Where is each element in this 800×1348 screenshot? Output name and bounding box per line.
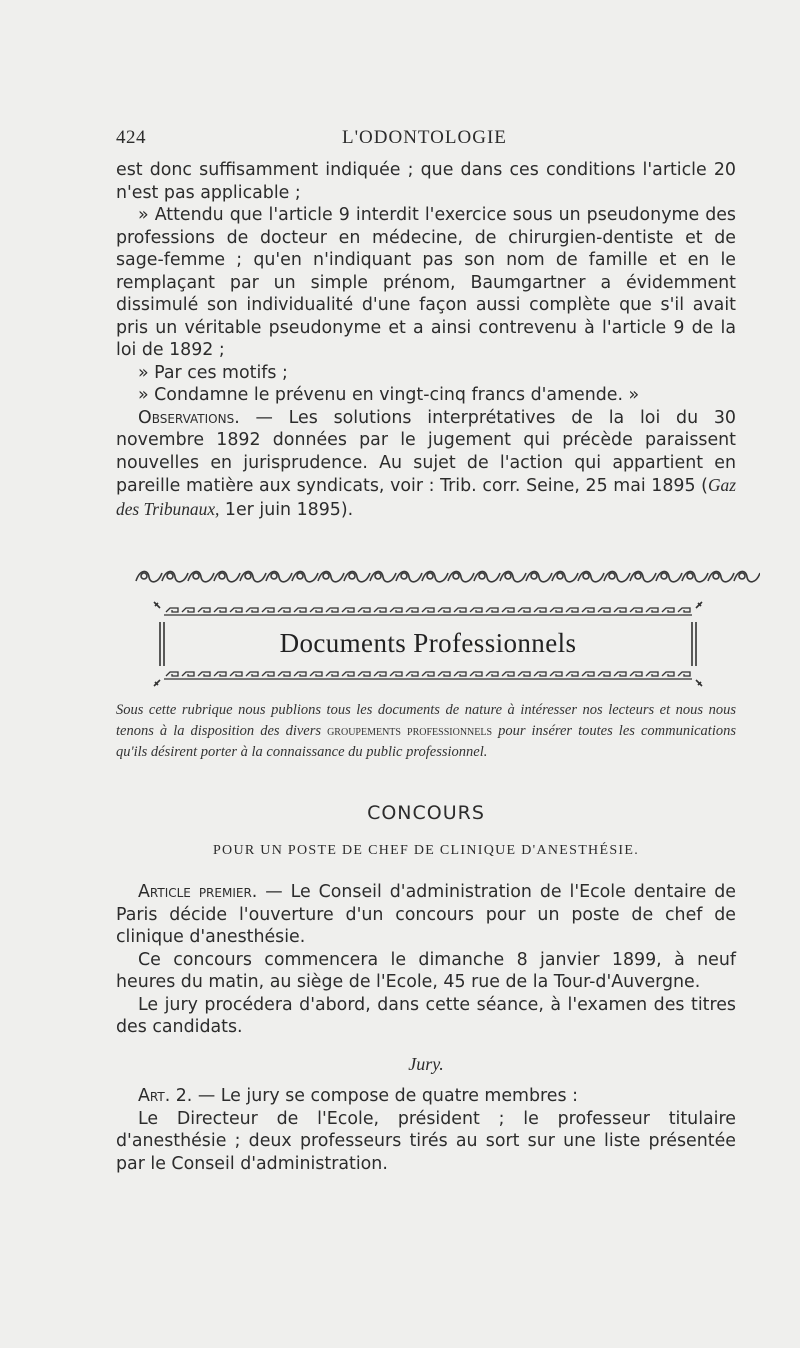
page-header — [116, 127, 736, 149]
section-banner — [152, 600, 704, 688]
page-number: 424 — [116, 127, 146, 148]
section-title: Documents Professionnels — [279, 628, 577, 658]
concours-heading: CONCOURS — [367, 802, 485, 824]
paragraph-titres: Le jury procédera d'abord, dans cette séance, à l'examen des titres des candidats. — [116, 994, 736, 1037]
intro-text-a: Sous cette rubrique nous publions tous les documents de nature à intéresser nos lecteurs et nous nous tenons à la disposition des divers — [116, 702, 736, 739]
running-title: L'ODONTOLOGIE — [342, 127, 507, 148]
ornamental-divider — [132, 566, 760, 588]
concours-subheading: POUR UN POSTE DE CHEF DE CLINIQUE D'ANESTHÉSIE. — [212, 843, 640, 858]
article-2-block — [116, 1085, 736, 1175]
paragraph-membres: Le Directeur de l'Ecole, président ; le professeur titulaire d'anesthésie ; deux professeurs tirés au sort sur une liste présentée par le Conseil d'administration. — [116, 1108, 736, 1174]
observations-text: — Les solutions interprétatives de la loi du 30 novembre 1892 données par le jugement qui précède paraissent nouvelles en jurisprudence. Au sujet de l'action qui appartient en pareille matière aux syndicats, voir : Trib. corr. Seine, 25 mai 1895 ( — [116, 407, 736, 496]
paragraph-continued: est donc suffisamment indiquée ; que dans ces conditions l'article 20 n'est pas applicable ; — [116, 160, 736, 203]
article-premier-block — [116, 881, 736, 1039]
article-2-label: Art. 2. — [138, 1086, 193, 1106]
intro-text-b: pour insérer toutes les communications qu'ils désirent porter à la connaissance du public professionnel. — [116, 723, 736, 760]
article-premier-label: Article premier. — [138, 882, 258, 902]
top-text-block — [116, 159, 736, 521]
observations-label: Observations. — [138, 407, 240, 428]
paragraph-observations — [116, 407, 736, 522]
paragraph-date: Ce concours commencera le dimanche 8 janvier 1899, à neuf heures du matin, au siège de l'Ecole, 45 rue de la Tour-d'Auvergne. — [116, 949, 736, 992]
article-2-text: — Le jury se compose de quatre membres : — [192, 1086, 578, 1106]
gazette-title: Gaz des Tribunaux, — [116, 475, 736, 519]
intro-text-smallcaps: groupements professionnels — [327, 723, 493, 739]
paragraph-motifs: » Par ces motifs ; — [138, 362, 288, 383]
observations-end: 1er juin 1895). — [219, 499, 354, 520]
jury-heading: Jury. — [408, 1054, 444, 1074]
article-2 — [116, 1085, 736, 1108]
paragraph-condamne: » Condamne le prévenu en vingt-cinq francs d'amende. » — [138, 385, 640, 405]
rubric-intro — [116, 700, 736, 763]
article-premier — [116, 881, 736, 949]
paragraph-attendu: » Attendu que l'article 9 interdit l'exercice sous un pseudonyme des professions de docteur en médecine, de chirurgien-dentiste et de sage-femme ; qu'en n'indiquant pas son nom de famille et en le remplaçant par un simple prénom, Baumgartner a évidemment dissimulé son individualité d'une façon aussi complète que s'il avait pris un véritable pseudonyme et a ainsi contrevenu à l'article 9 de la loi de 1892 ; — [116, 205, 736, 360]
article-premier-text: — Le Conseil d'administration de l'Ecole dentaire de Paris décide l'ouverture d'un concours pour un poste de chef de clinique d'anesthésie. — [116, 882, 736, 947]
